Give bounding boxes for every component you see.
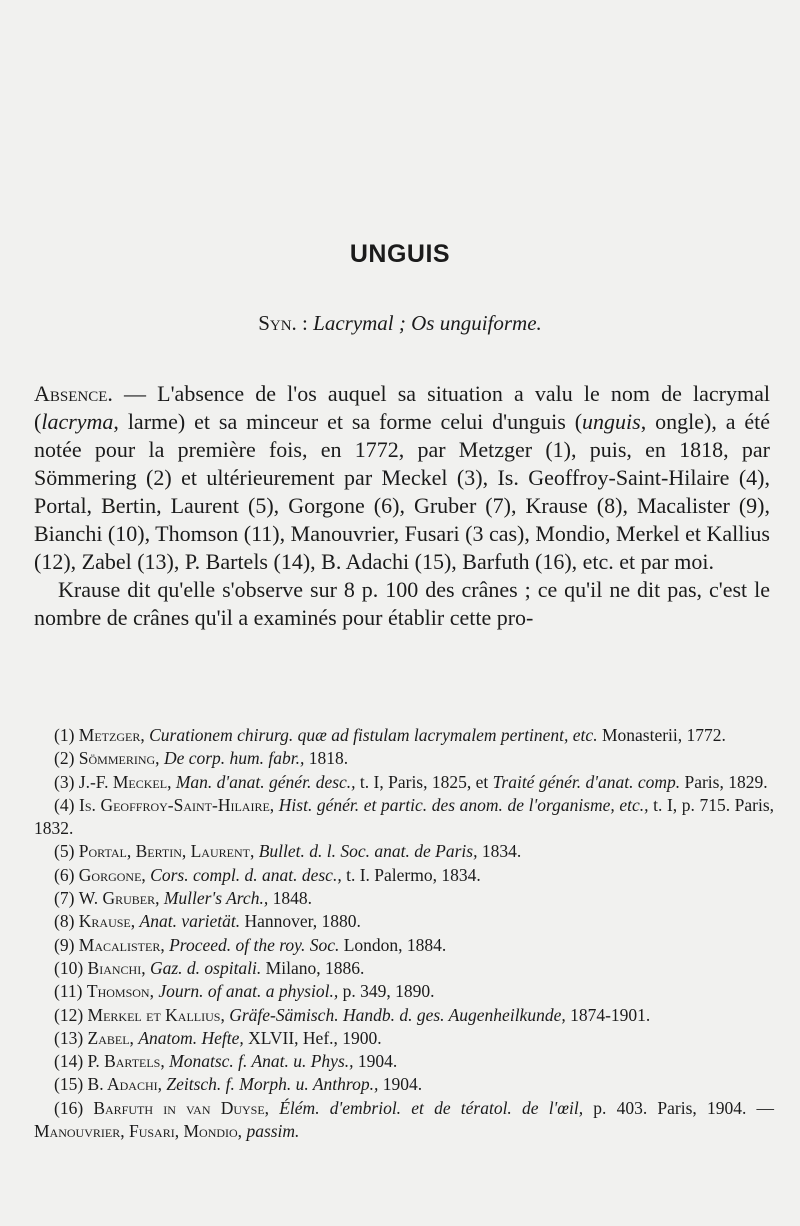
- footnote-rest: p. 403. Paris, 1904. —: [583, 1097, 775, 1118]
- footnote: [34, 794, 774, 841]
- footnote: [34, 840, 774, 863]
- footnote-number: (12): [54, 1004, 84, 1025]
- footnote-rest: 1848.: [268, 888, 312, 909]
- footnote-rest: 1874-1901.: [565, 1004, 651, 1025]
- footnote-number: (16): [54, 1097, 84, 1118]
- synonyms-line: [0, 311, 800, 336]
- footnote-author: Portal, Bertin, Laurent,: [78, 841, 255, 862]
- footnotes: [34, 724, 774, 1143]
- footnote-author: Is. Geoffroy-Saint-Hilaire,: [79, 794, 275, 815]
- footnote-rest: XLVII, Hef., 1900.: [243, 1027, 382, 1048]
- footnote-title: Hist. génér. et partic. des anom. de l'organisme, etc.,: [278, 794, 649, 815]
- footnote-author: Gorgone,: [78, 864, 146, 885]
- footnote: [34, 1027, 774, 1050]
- footnote: [34, 1050, 774, 1073]
- footnote-title: Traité génér. d'anat. comp.: [492, 771, 681, 792]
- footnote: [34, 934, 774, 957]
- footnote-author: Zabel,: [87, 1027, 134, 1048]
- footnote-number: (3): [54, 771, 75, 792]
- footnote-number: (14): [54, 1051, 84, 1072]
- paragraph-absence: [34, 380, 770, 576]
- footnote-author: Manouvrier, Fusari, Mondio,: [34, 1121, 243, 1142]
- footnote-number: (8): [54, 911, 75, 932]
- synonyms-text: Lacrymal ; Os unguiforme.: [313, 311, 542, 335]
- footnote-rest: p. 349, 1890.: [338, 981, 435, 1002]
- footnote-author: Metzger,: [78, 725, 145, 745]
- footnote-number: (1): [54, 725, 75, 745]
- footnote-title: Proceed. of the roy. Soc.: [169, 934, 340, 955]
- footnote: [34, 910, 774, 933]
- footnote: [34, 724, 774, 747]
- footnote: [34, 957, 774, 980]
- footnote: [34, 980, 774, 1003]
- absence-label: Absence.: [34, 381, 113, 406]
- footnote-title: Monatsc. f. Anat. u. Phys.,: [169, 1051, 354, 1072]
- footnote-rest: London, 1884.: [339, 934, 447, 955]
- footnote-title: Curationem chirurg. quæ ad fistulam lacrymalem pertinent, etc.: [149, 725, 598, 745]
- footnote-title: Gräfe-Sämisch. Handb. d. ges. Augenheilkunde,: [229, 1004, 566, 1025]
- footnote-number: (5): [54, 841, 75, 862]
- body-text: [34, 380, 770, 632]
- footnote-number: (7): [54, 888, 75, 909]
- footnote: [34, 771, 774, 794]
- footnote-rest: 1834.: [477, 841, 522, 862]
- footnote-number: (13): [54, 1027, 84, 1048]
- footnote-rest: 1904.: [378, 1074, 423, 1095]
- footnote-number: (6): [54, 864, 75, 885]
- footnote-author: Sömmering,: [78, 748, 160, 769]
- footnote-author: Merkel et Kallius,: [87, 1004, 225, 1025]
- paragraph-italic: lacryma: [41, 409, 114, 434]
- footnote-title: Man. d'anat. génér. desc.,: [175, 771, 356, 792]
- footnote-author: Krause,: [78, 911, 136, 932]
- footnote-author: Thomson,: [86, 981, 154, 1002]
- footnote-rest: 1904.: [353, 1051, 398, 1072]
- footnote-title: Zeitsch. f. Morph. u. Anthrop.,: [166, 1074, 379, 1095]
- footnote-title: Bullet. d. l. Soc. anat. de Paris,: [258, 841, 478, 862]
- footnote: [34, 1097, 774, 1144]
- footnote-author: W. Gruber,: [78, 888, 160, 909]
- footnote-author: P. Bartels,: [87, 1051, 165, 1072]
- footnote: [34, 887, 774, 910]
- footnote-rest: t. I, p. 715. Paris, 1832.: [34, 794, 775, 839]
- footnote-author: J.-F. Meckel,: [78, 771, 172, 792]
- synonyms-label: Syn. :: [258, 311, 308, 335]
- paragraph-text: , larme) et sa minceur et sa forme celui d'unguis (: [113, 409, 583, 434]
- paragraph-text: — L'absence de l'os auquel sa situation a valu le nom de lacrymal (: [34, 381, 770, 434]
- footnote-rest: t. I, Paris, 1825, et: [355, 771, 493, 792]
- footnote-number: (9): [54, 934, 75, 955]
- paragraph-text: , ongle), a été notée pour la première fois, en 1772, par Metzger (1), puis, en 1818, par Sömmering (2) et ultérieurement par Meckel (3), Is. Geoffroy-Saint-Hilaire (4), Portal, Bertin, Laurent (5), Gorgone (6), Gruber (7), Krause (8), Macalister (9), Bianchi (10), Thomson (11), Manouvrier, Fusari (3 cas), Mondio, Merkel et Kallius (12), Zabel (13), P. Bartels (14), B. Adachi (15), Barfuth (16), etc. et par moi.: [34, 409, 771, 574]
- bleed-through-text: [40, 30, 760, 57]
- footnote-title: passim.: [246, 1121, 300, 1142]
- footnote-title: De corp. hum. fabr.,: [163, 748, 305, 769]
- footnote-rest: Paris, 1829.: [680, 771, 768, 792]
- paragraph-krause: Krause dit qu'elle s'observe sur 8 p. 100 des crânes ; ce qu'il ne dit pas, c'est le nombre de crânes qu'il a examinés pour établir cette pro-: [34, 577, 770, 630]
- footnote-title: Journ. of anat. a physiol.,: [158, 981, 339, 1002]
- footnote-rest: 1818.: [304, 748, 349, 769]
- paragraph-italic: unguis: [582, 409, 641, 434]
- footnote-author: Barfuth in van Duyse,: [93, 1097, 270, 1118]
- footnote-number: (4): [54, 794, 75, 815]
- footnote-author: B. Adachi,: [87, 1074, 162, 1095]
- footnote-title: Gaz. d. ospitali.: [149, 957, 262, 978]
- footnote-title: Cors. compl. d. anat. desc.,: [150, 864, 342, 885]
- footnote-title: Élém. d'embriol. et de tératol. de l'œil,: [279, 1097, 584, 1118]
- footnote-title: Muller's Arch.,: [163, 888, 269, 909]
- footnote-rest: t. I. Palermo, 1834.: [341, 864, 481, 885]
- footnote: [34, 864, 774, 887]
- footnote-number: (11): [54, 981, 83, 1002]
- footnote: [34, 1004, 774, 1027]
- footnote: [34, 1073, 774, 1096]
- footnote-rest: Milano, 1886.: [261, 957, 365, 978]
- footnote-number: (15): [54, 1074, 84, 1095]
- footnote-author: Macalister,: [78, 934, 165, 955]
- footnote-title: Anatom. Hefte,: [138, 1027, 244, 1048]
- footnote-title: Anat. varietät.: [139, 911, 241, 932]
- footnote-number: (10): [54, 957, 84, 978]
- page-title: UNGUIS: [349, 240, 451, 268]
- footnote-number: (2): [54, 748, 75, 769]
- footnote-author: Bianchi,: [87, 957, 146, 978]
- footnote: [34, 747, 774, 770]
- footnote-rest: Monasterii, 1772.: [597, 725, 726, 745]
- footnote-rest: Hannover, 1880.: [240, 911, 361, 932]
